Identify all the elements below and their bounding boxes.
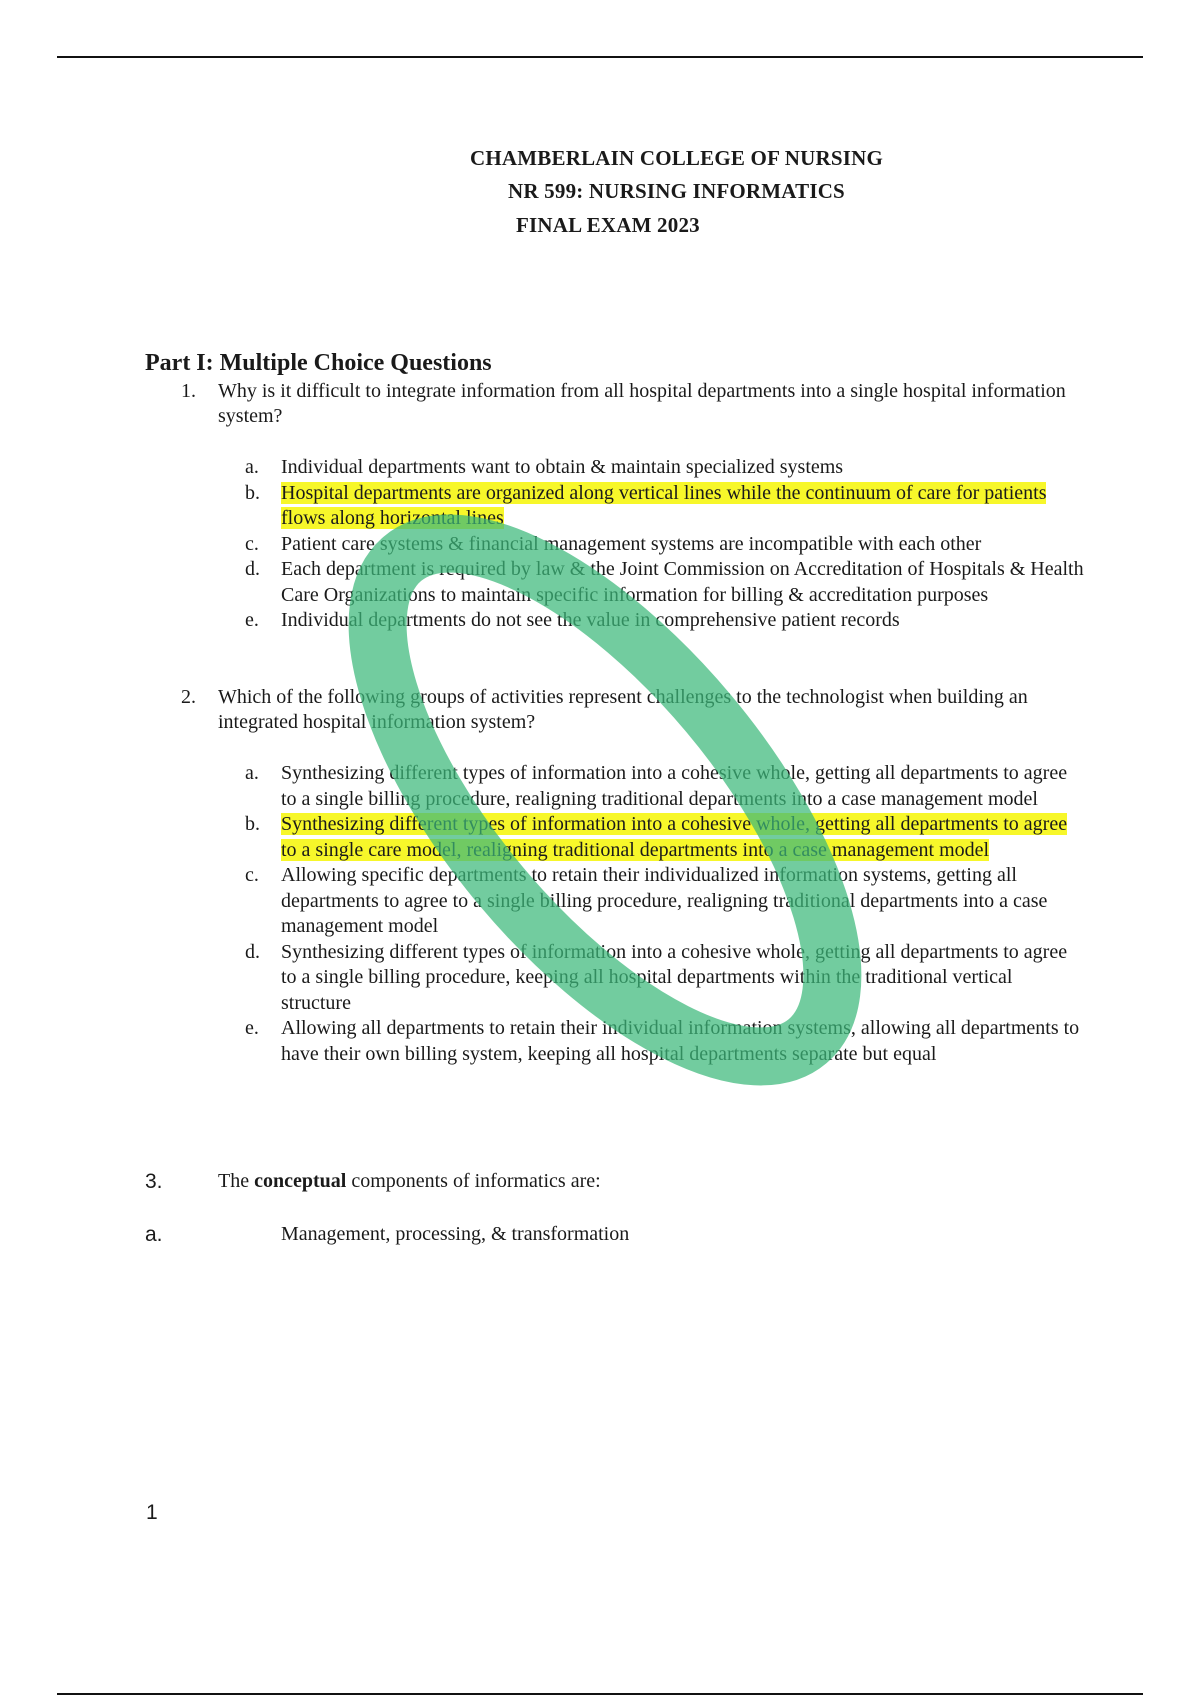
answer-option <box>245 863 1085 940</box>
question-2-options <box>245 761 1085 1067</box>
document-title-college: CHAMBERLAIN COLLEGE OF NURSING <box>470 146 884 170</box>
page-number: 1 <box>146 1501 158 1524</box>
stem-bold-text: conceptual <box>254 1170 347 1192</box>
option-text: Individual departments want to obtain & maintain specialized systems <box>281 456 844 478</box>
option-letter: a. <box>245 762 259 784</box>
option-text: Management, processing, & transformation <box>281 1223 630 1245</box>
option-letter: e. <box>245 609 259 631</box>
answer-option <box>245 481 1085 532</box>
option-letter: a. <box>145 1223 163 1246</box>
answer-option <box>245 557 1085 608</box>
option-letter: d. <box>245 940 260 963</box>
question-stem: Which of the following groups of activities represent challenges to the technologist when building an integrated hospital information system? <box>218 686 1028 733</box>
stem-text: The <box>218 1170 255 1192</box>
option-letter: e. <box>245 1017 259 1039</box>
question-stem: Why is it difficult to integrate information from all hospital departments into a single hospital information system? <box>218 380 1066 427</box>
option-text: Each department is required by law & the Joint Commission on Accreditation of Hospitals & Health Care Organizations to maintain specific information for billing & accreditation purposes <box>281 558 1084 606</box>
option-text: Synthesizing different types of information into a cohesive whole, getting all departments to agree to a single billing procedure, realigning traditional departments into a case management model <box>281 762 1068 810</box>
option-text: Allowing specific departments to retain their individualized information systems, getting all departments to agree to a single billing procedure, realigning traditional departments into a case management model <box>281 864 1048 937</box>
option-text-highlighted: Synthesizing different types of information into a cohesive whole, getting all departments to agree to a single care model, realigning traditional departments into a case management model <box>281 813 1068 861</box>
question-number: 3. <box>145 1170 163 1193</box>
question-1-options <box>245 455 1085 634</box>
question-number: 1. <box>181 380 196 402</box>
answer-option <box>245 532 1085 558</box>
option-letter: b. <box>245 481 260 504</box>
question-3-option-a <box>145 1223 1085 1246</box>
answer-option <box>245 812 1085 863</box>
option-letter: b. <box>245 813 260 835</box>
question-3 <box>145 1170 1085 1193</box>
option-text: Individual departments do not see the value in comprehensive patient records <box>281 609 900 631</box>
stem-text: components of informatics are: <box>346 1170 601 1192</box>
option-text: Synthesizing different types of information into a cohesive whole, getting all departments to agree to a single billing procedure, keeping all hospital departments within the traditional vertical structure <box>281 940 1068 1014</box>
option-letter: c. <box>245 532 259 555</box>
answer-option <box>245 940 1085 1017</box>
part-heading: Part I: Multiple Choice Questions <box>145 350 492 376</box>
document-title-course: NR 599: NURSING INFORMATICS <box>508 179 845 203</box>
question-number: 2. <box>181 686 196 708</box>
option-letter: d. <box>245 558 260 580</box>
question-2 <box>145 685 1085 735</box>
question-stem <box>218 1170 1085 1193</box>
option-letter: c. <box>245 864 259 886</box>
option-text: Allowing all departments to retain their individual information systems, allowing all departments to have their own billing system, keeping all hospital departments separate but equal <box>281 1017 1080 1065</box>
top-rule <box>57 56 1143 58</box>
answer-option <box>245 1016 1085 1067</box>
answer-option <box>245 761 1085 812</box>
option-text-highlighted: Hospital departments are organized along vertical lines while the continuum of care for patients flows along horizontal lines <box>281 481 1047 529</box>
answer-option <box>245 608 1085 634</box>
option-text: Patient care systems & financial management systems are incompatible with each other <box>281 532 982 555</box>
document-title-exam: FINAL EXAM 2023 <box>516 213 700 237</box>
question-1 <box>145 379 1085 429</box>
bottom-rule <box>57 1693 1143 1695</box>
option-letter: a. <box>245 456 259 478</box>
answer-option <box>245 455 1085 481</box>
